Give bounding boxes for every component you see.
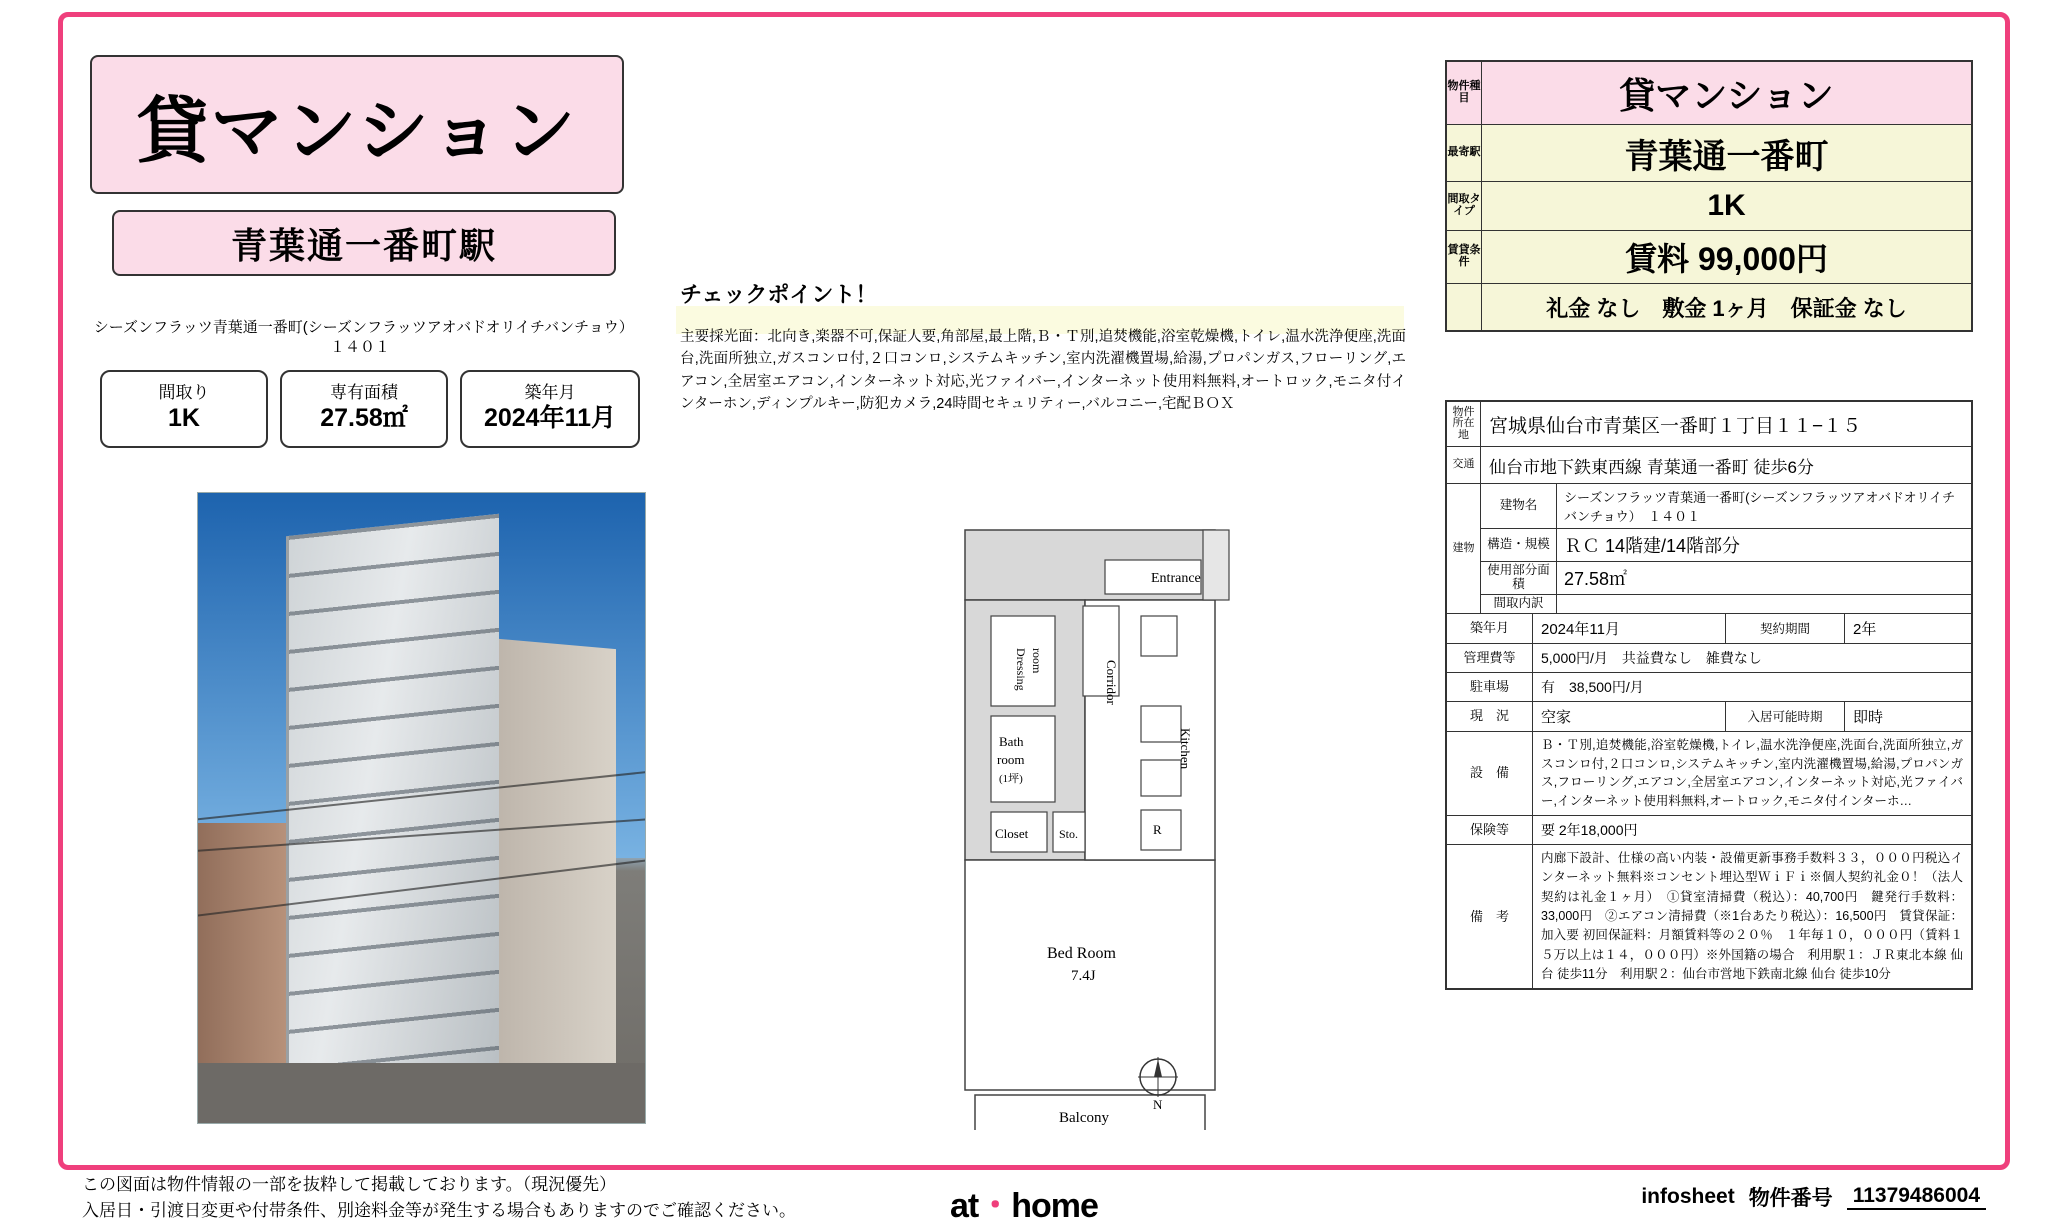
summary-label-layout: 間取タイプ	[1447, 182, 1482, 230]
spec-pill-row	[100, 370, 640, 448]
detail-label-equipment: 設 備	[1447, 732, 1533, 815]
summary-value-rent: 賃料 99,000円	[1625, 241, 1828, 277]
detail-value-parking: 有 38,500円/月	[1541, 678, 1644, 695]
detail-value-address: 宮城県仙台市青葉区一番町１丁目１１−１５	[1489, 415, 1862, 437]
summary-table	[1445, 60, 1973, 332]
building-label-structure: 構造・規模	[1481, 529, 1557, 561]
summary-label-type: 物件種目	[1447, 62, 1482, 124]
detail-label-address: 物件所在地	[1447, 402, 1481, 446]
detail-table	[1445, 400, 1973, 990]
building-value-area: 27.58㎡	[1564, 569, 1628, 589]
checkpoint-text: 主要採光面：北向き,楽器不可,保証人要,角部屋,最上階,Ｂ・Ｔ別,追焚機能,浴室乾燥機,トイレ,温水洗浄便座,洗面台,洗面所独立,ガスコンロ付,２口コンロ,システムキッチン,室内洗濯機置場,給湯,プロパンガス,フローリング,エアコン,全居室エアコン,インターネット対応,光ファイバー,インターネット使用料無料,オートロック,モニタ付インターホン,ディンプルキー,防犯カメラ,24時間セキュリティー,バルコニー,宅配ＢＯＸ	[680, 329, 1406, 413]
detail-label-contract: 契約期間	[1726, 614, 1845, 643]
building-label-breakdown: 間取内訳	[1481, 595, 1557, 613]
building-value-breakdown	[1557, 595, 1971, 613]
detail-value-status: 空家	[1533, 702, 1726, 731]
detail-value-management: 5,000円/月 共益費なし 雑費なし	[1541, 649, 1762, 666]
svg-text:Dressing: Dressing	[1014, 648, 1028, 691]
summary-row-station	[1447, 125, 1971, 182]
status-movein-group	[1533, 702, 1971, 731]
svg-text:Entrance: Entrance	[1151, 571, 1201, 586]
floorplan	[955, 520, 1395, 1130]
spec-pill-area-label: 専有面積	[330, 383, 398, 403]
station-badge: 青葉通一番町駅	[112, 210, 616, 276]
checkpoint-title: チェックポイント！	[680, 282, 878, 307]
building-row-name	[1481, 484, 1971, 529]
detail-row-equipment	[1447, 732, 1971, 816]
summary-value-type: 貸マンション	[1619, 74, 1834, 116]
footer-note-line2: 入居日・引渡日変更や付帯条件、別途料金等が発生する場合もありますのでご確認ください。	[82, 1200, 796, 1220]
footer-note-line1: この図面は物件情報の一部を抜粋して掲載しております。（現況優先）	[82, 1175, 617, 1194]
svg-text:R: R	[1153, 822, 1162, 837]
spec-pill-builtdate-value: 2024年11月	[483, 403, 617, 432]
summary-label-station: 最寄駅	[1447, 125, 1482, 181]
athome-logo-home: home	[1011, 1187, 1098, 1225]
property-number-value: 11379486004	[1847, 1184, 1986, 1210]
detail-value-access: 仙台市地下鉄東西線 青葉通一番町 徒歩6分	[1489, 457, 1814, 477]
building-value-name: シーズンフラッツ青葉通一番町(シーズンフラッツアオバドオリイチバンチョウ） １４０１	[1564, 490, 1956, 524]
spec-pill-layout	[100, 370, 268, 448]
summary-row-type	[1447, 62, 1971, 125]
svg-text:Kitchen: Kitchen	[1178, 728, 1193, 770]
athome-logo	[950, 1178, 1098, 1227]
detail-row-access	[1447, 447, 1971, 484]
detail-value-remarks: 内廊下設計、仕様の高い内装・設備更新事務手数料３３，０００円税込インターネット無料※コンセント埋込型ＷｉＦｉ※個人契約礼金０！（法人契約は礼金１ヶ月） ①貸室清掃費（税込）：40,700円 鍵発行手数料：33,000円 ②エアコン清掃費（※1台あたり税込）：16,500円 賃貸保証：加入要 初回保証料：月額賃料等の２０％ １年毎１０，０００円（賃料１５万以上は１４，０００円）※外国籍の場合 利用駅１：ＪＲ東北本線 仙台 徒歩11分 利用駅２：仙台市営地下鉄南北線 仙台 徒歩10分	[1541, 850, 1963, 981]
infosheet-block	[1641, 1182, 1986, 1212]
builtdate-contract-group	[1533, 614, 1971, 643]
summary-label-rent: 賃貸条件	[1447, 231, 1482, 283]
svg-text:Closet: Closet	[995, 826, 1029, 841]
building-photo	[197, 492, 646, 1124]
svg-text:room: room	[1030, 648, 1044, 674]
detail-row-building	[1447, 484, 1971, 614]
building-value-structure: ＲＣ 14階建/14階部分	[1564, 536, 1741, 556]
property-number-label: 物件番号	[1748, 1187, 1833, 1210]
detail-row-remarks	[1447, 845, 1971, 989]
spec-pill-builtdate-label: 築年月	[524, 383, 576, 403]
detail-value-builtdate: 2024年11月	[1533, 614, 1726, 643]
summary-label-deposit	[1447, 284, 1482, 330]
building-label-name: 建物名	[1481, 484, 1557, 528]
summary-value-deposit: 礼金 なし 敷金 1ヶ月 保証金 なし	[1546, 295, 1907, 321]
photo-ground	[198, 1063, 645, 1123]
building-name-text: シーズンフラッツ青葉通一番町(シーズンフラッツアオバドオリイチバンチョウ） １４０１	[93, 319, 642, 357]
building-row-structure	[1481, 529, 1971, 562]
svg-text:Balcony: Balcony	[1059, 1110, 1109, 1126]
detail-label-status: 現 況	[1447, 702, 1533, 731]
svg-text:room: room	[997, 752, 1025, 767]
detail-label-building: 建物	[1447, 484, 1481, 613]
summary-row-layout	[1447, 182, 1971, 231]
summary-row-deposit	[1447, 284, 1971, 330]
spec-pill-layout-label: 間取り	[158, 383, 210, 403]
svg-text:N: N	[1153, 1097, 1163, 1111]
detail-row-insurance	[1447, 816, 1971, 845]
detail-label-parking: 駐車場	[1447, 673, 1533, 701]
detail-row-status	[1447, 702, 1971, 732]
detail-value-contract: 2年	[1853, 620, 1877, 638]
detail-row-parking	[1447, 673, 1971, 702]
spec-pill-layout-value: 1K	[168, 403, 200, 432]
detail-building-subtable	[1481, 484, 1971, 613]
svg-text:Bath: Bath	[999, 734, 1024, 749]
detail-label-builtdate: 築年月	[1447, 614, 1533, 643]
detail-row-address	[1447, 402, 1971, 447]
detail-row-management	[1447, 644, 1971, 673]
compass-icon	[1135, 1055, 1181, 1111]
detail-label-management: 管理費等	[1447, 644, 1533, 672]
summary-value-layout: 1K	[1707, 189, 1746, 222]
infosheet-label: infosheet	[1641, 1185, 1735, 1208]
spec-pill-area-value: 27.58㎡	[320, 403, 408, 432]
building-row-breakdown	[1481, 595, 1971, 613]
detail-label-access: 交通	[1447, 447, 1481, 483]
detail-value-movein: 即時	[1853, 708, 1884, 726]
detail-value-equipment: Ｂ・Ｔ別,追焚機能,浴室乾燥機,トイレ,温水洗浄便座,洗面台,洗面所独立,ガスコンロ付,２口コンロ,システムキッチン,室内洗濯機置場,給湯,プロパンガス,フローリング,エアコン,全居室エアコン,インターネット対応,光ファイバー,インターネット使用料無料,オートロック,モニタ付インターホ…	[1541, 737, 1963, 808]
svg-text:Bed Room: Bed Room	[1047, 945, 1116, 962]
svg-text:Sto.: Sto.	[1059, 827, 1079, 841]
detail-label-remarks: 備 考	[1447, 845, 1533, 989]
athome-logo-dot: ・	[978, 1187, 1012, 1225]
detail-row-builtdate	[1447, 614, 1971, 644]
property-type-title: 貸マンション	[90, 55, 624, 194]
summary-row-rent	[1447, 231, 1971, 284]
building-label-area: 使用部分面積	[1481, 562, 1557, 594]
detail-value-insurance: 要 2年18,000円	[1541, 821, 1638, 838]
athome-logo-at: at	[950, 1187, 979, 1225]
detail-label-movein: 入居可能時期	[1726, 702, 1845, 731]
spec-pill-area	[280, 370, 448, 448]
svg-text:Corridor: Corridor	[1104, 660, 1119, 705]
svg-text:7.4J: 7.4J	[1071, 968, 1096, 984]
building-row-area	[1481, 562, 1971, 595]
detail-label-insurance: 保険等	[1447, 816, 1533, 844]
svg-text:(1坪): (1坪)	[999, 773, 1023, 785]
footer-note	[82, 1172, 982, 1223]
spec-pill-builtdate	[460, 370, 640, 448]
summary-value-station: 青葉通一番町	[1624, 137, 1829, 176]
